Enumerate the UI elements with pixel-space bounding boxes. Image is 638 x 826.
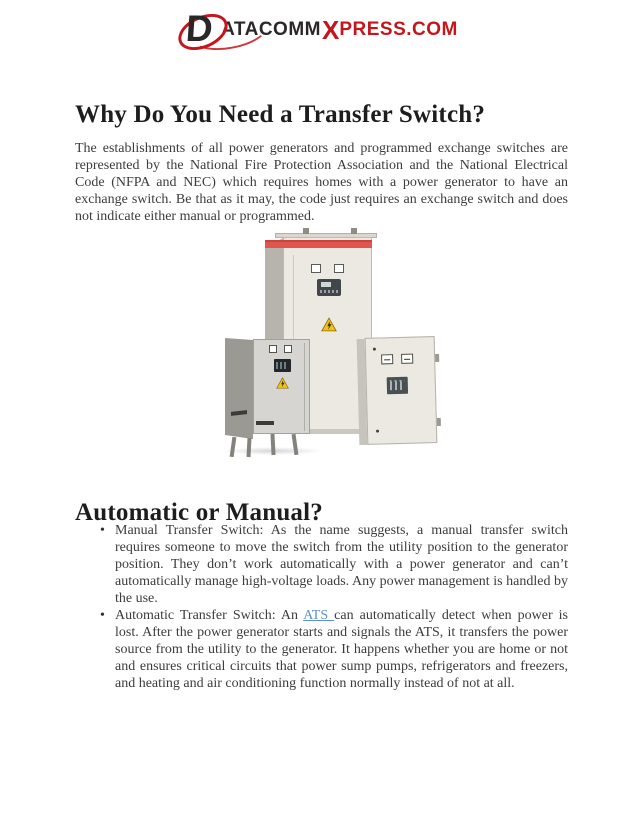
logo-text-press-com: PRESS.COM [339, 19, 458, 40]
section1-heading: Why Do You Need a Transfer Switch? [75, 100, 486, 128]
display-digits [276, 362, 288, 369]
vent-slots [256, 421, 274, 425]
logo-text-datacomm: ATACOMM [221, 19, 321, 40]
cabinet-leg [247, 438, 252, 457]
list-item-manual-transfer-switch [75, 522, 568, 607]
left-cabinet-side-panel [225, 338, 253, 439]
logo-letter-x: X [322, 14, 340, 45]
display-panel [274, 359, 291, 372]
transfer-switch-cabinets-image [205, 225, 461, 460]
cabinet-leg [292, 434, 299, 455]
logo-d-mark [180, 9, 220, 51]
gauge-icon [284, 345, 292, 353]
bullet1-text: Manual Transfer Switch: As the name suggests, a manual transfer switch requires someone to move the switch from the utility position to the generator position. They don’t work automatically with a power generator and can’t automatically manage high-voltage loads. Any power management is handled by the use. [115, 523, 568, 606]
bullet2-text: Automatic Transfer Switch: An [115, 608, 304, 623]
cabinet-leg [270, 434, 275, 455]
warning-triangle-icon [276, 377, 289, 389]
left-cabinet [205, 225, 461, 460]
ats-link[interactable]: ATS [303, 608, 335, 623]
section2-heading: Automatic or Manual? [75, 498, 323, 526]
transfer-switch-type-list [75, 522, 568, 692]
bullet2-text-after: can automatically detect when power is lost. After the power generator starts and signals the ATS, it transfers the power source from the utility to the generator. It happens whether you are home or not and ensures critical circuits that power sump pumps, refrigerators and freezers, and heating and air conditioning function normally instead of not at all. [115, 608, 568, 691]
section1-paragraph: The establishments of all power generators and programmed exchange switches are represented by the National Fire Protection Association and the National Electrical Code (NFPA and NEC) which requires homes with a power generator to have an exchange switch. Be that as it may, the code just requires an exchange switch and does not indicate either manual or programmed. [75, 141, 568, 224]
logo-letter-d: D [184, 8, 215, 49]
cabinet-leg [230, 437, 237, 457]
site-logo [0, 8, 638, 52]
gauge-icon [269, 345, 277, 353]
list-item-automatic-transfer-switch [75, 607, 568, 692]
left-cabinet-door-seam [304, 343, 305, 431]
